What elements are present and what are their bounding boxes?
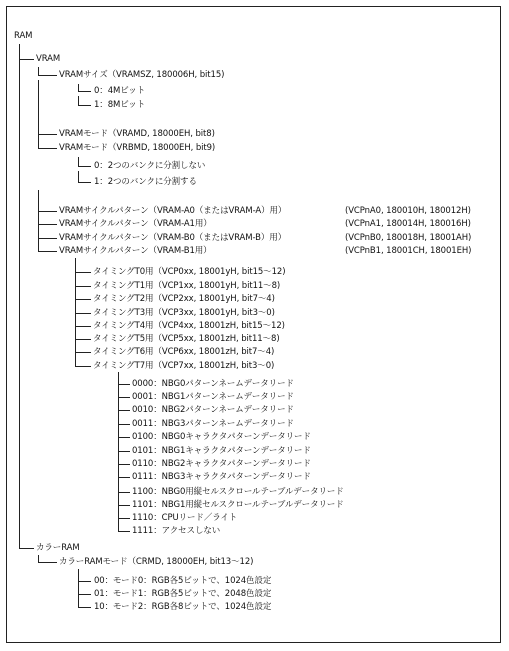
timing-label: タイミングT3用（VCP3xx, 18001yH, bit3～0) (93, 308, 275, 318)
vrbmd-option: 0：2つのバンクに分割しない (94, 161, 206, 171)
tree-spine (38, 211, 39, 225)
tree-spine (118, 410, 119, 425)
tree-spine (118, 437, 119, 452)
cycle-pattern-register: (VCPnB0, 180018H, 18001AH) (345, 233, 472, 243)
tree-spine (38, 80, 39, 135)
tree-branch (118, 397, 130, 398)
tree-branch (118, 437, 130, 438)
tree-branch (38, 211, 57, 212)
cycle-pattern-register: (VCPnA1, 180014H, 180016H) (345, 219, 471, 229)
tree-spine (78, 171, 79, 183)
color-ram-mode-label: カラーRAMモード（CRMD, 18000EH, bit13～12) (59, 557, 254, 567)
vrbmd-option: 1：2つのバンクに分割する (94, 177, 197, 187)
tree-branch (38, 224, 57, 225)
tree-branch (38, 134, 57, 135)
tree-branch (118, 531, 130, 532)
tree-branch (38, 238, 57, 239)
tree-branch (118, 492, 130, 493)
cycle-pattern-label: VRAMサイクルパターン（VRAM-B0（またはVRAM-B）用） (59, 233, 287, 243)
access-code-label: 1111：アクセスしない (132, 526, 221, 536)
tree-branch (118, 451, 130, 452)
tree-branch (19, 59, 34, 60)
tree-spine (38, 190, 39, 212)
access-code-label: 1101：NBG1用縦セルスクロールテーブルデータリード (132, 500, 344, 510)
color-ram-mode-option: 10：モード2：RGB各8ビットで、1024色設定 (94, 602, 272, 612)
cycle-pattern-register: (VCPnA0, 180010H, 180012H) (345, 206, 471, 216)
access-code-label: 0010：NBG2パターンネームデータリード (132, 405, 294, 415)
timing-label: タイミングT4用（VCP4xx, 18001zH, bit15～12) (93, 321, 285, 331)
tree-spine (75, 313, 76, 327)
tree-spine (38, 224, 39, 239)
tree-branch (118, 410, 130, 411)
tree-spine (78, 581, 79, 595)
tree-spine (118, 397, 119, 411)
tree-spine (118, 464, 119, 478)
access-code-label: 1100：NBG0用縦セルスクロールテーブルデータリード (132, 487, 344, 497)
tree-branch (118, 505, 130, 506)
tree-spine (75, 326, 76, 340)
tree-spine (38, 238, 39, 252)
vram-label: VRAM (36, 54, 61, 64)
vram-size-option: 1：8Mビット (94, 100, 146, 110)
tree-spine (75, 352, 76, 367)
tree-branch (75, 366, 91, 367)
tree-branch (75, 286, 91, 287)
access-code-label: 0001：NBG1パターンネームデータリード (132, 392, 294, 402)
tree-spine (19, 59, 20, 549)
vram-size-option: 0：4Mビット (94, 86, 146, 96)
tree-spine (118, 492, 119, 506)
tree-branch (78, 594, 91, 595)
color-ram-mode-option: 01：モード1：RGB各5ビットで、2048色設定 (94, 589, 272, 599)
tree-spine (75, 258, 76, 273)
cycle-pattern-label: VRAMサイクルパターン（VRAM-A1用） (59, 219, 212, 229)
color-ram-mode-option: 00：モード0：RGB各5ビットで、1024色設定 (94, 576, 272, 586)
tree-branch (78, 91, 91, 92)
access-code-label: 1110：CPUリード／ライト (132, 513, 238, 523)
timing-label: タイミングT6用（VCP6xx, 18001zH, bit7～4) (93, 347, 275, 357)
tree-spine (118, 424, 119, 438)
access-code-label: 0100：NBG0キャラクタパターンデータリード (132, 432, 311, 442)
tree-branch (75, 339, 91, 340)
tree-spine (75, 286, 76, 300)
timing-label: タイミングT0用（VCP0xx, 18001yH, bit15～12) (93, 267, 286, 277)
tree-spine (118, 372, 119, 385)
tree-branch (38, 251, 57, 252)
access-code-label: 0000：NBG0パターンネームデータリード (132, 379, 294, 389)
tree-spine (75, 299, 76, 314)
tree-spine (118, 477, 119, 493)
tree-branch (75, 313, 91, 314)
access-code-label: 0101：NBG1キャラクタパターンデータリード (132, 446, 311, 456)
color-ram-label: カラーRAM (36, 543, 80, 553)
tree-branch (118, 424, 130, 425)
tree-spine (118, 384, 119, 398)
vrbmd-mode-label: VRAMモード（VRBMD, 18000EH, bit9) (59, 143, 216, 153)
vram-size-label: VRAMサイズ（VRAMSZ, 180006H, bit15) (59, 70, 225, 80)
tree-branch (118, 518, 130, 519)
tree-branch (38, 148, 57, 149)
tree-branch (118, 464, 130, 465)
access-code-label: 0111：NBG3キャラクタパターンデータリード (132, 472, 311, 482)
tree-branch (78, 581, 91, 582)
tree-branch (75, 352, 91, 353)
tree-branch (78, 166, 91, 167)
vram-mode-label: VRAMモード（VRAMD, 18000EH, bit8) (59, 129, 215, 139)
tree-spine (118, 451, 119, 465)
timing-label: タイミングT7用（VCP7xx, 18001zH, bit3～0) (93, 361, 275, 371)
access-code-label: 0011：NBG3パターンネームデータリード (132, 419, 294, 429)
tree-branch (78, 182, 91, 183)
tree-branch (78, 105, 91, 106)
ram-root-label: RAM (14, 31, 33, 41)
tree-branch (38, 75, 57, 76)
tree-branch (78, 607, 91, 608)
tree-spine (19, 44, 20, 60)
tree-branch (75, 272, 91, 273)
tree-branch (38, 562, 57, 563)
cycle-pattern-label: VRAMサイクルパターン（VRAM-B1用） (59, 246, 212, 256)
tree-spine (78, 569, 79, 582)
cycle-pattern-register: (VCPnB1, 18001CH, 18001EH) (345, 246, 472, 256)
tree-spine (75, 339, 76, 353)
tree-branch (19, 548, 34, 549)
access-code-label: 0110：NBG2キャラクタパターンデータリード (132, 459, 311, 469)
tree-branch (118, 477, 130, 478)
timing-label: タイミングT1用（VCP1xx, 18001yH, bit11～8) (93, 281, 281, 291)
tree-branch (118, 384, 130, 385)
tree-spine (38, 134, 39, 149)
tree-branch (75, 299, 91, 300)
cycle-pattern-label: VRAMサイクルパターン（VRAM-A0（またはVRAM-A）用） (59, 206, 287, 216)
timing-label: タイミングT5用（VCP5xx, 18001zH, bit11～8) (93, 334, 280, 344)
tree-spine (118, 505, 119, 519)
tree-spine (75, 272, 76, 287)
tree-spine (78, 594, 79, 608)
tree-branch (75, 326, 91, 327)
tree-spine (118, 518, 119, 532)
timing-label: タイミングT2用（VCP2xx, 18001yH, bit7～4) (93, 294, 275, 304)
